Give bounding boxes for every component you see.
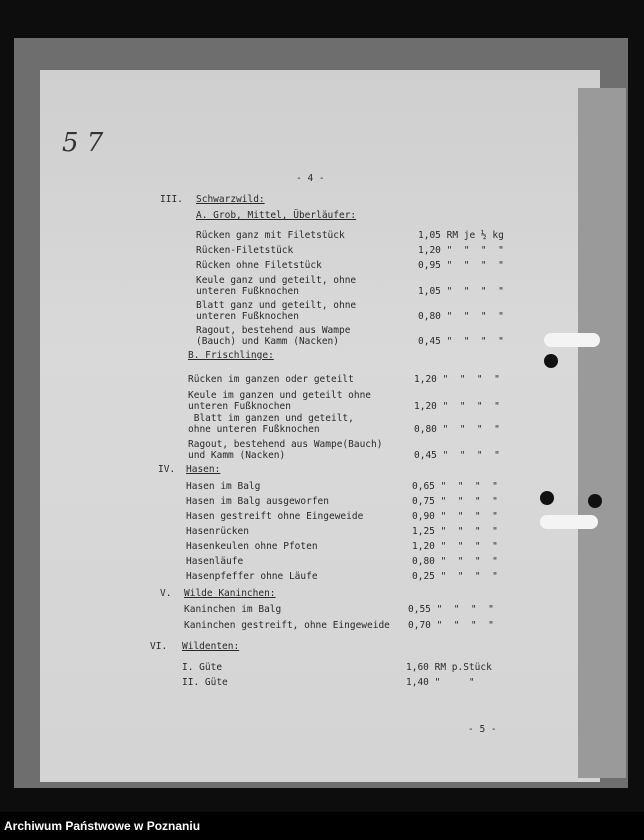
item-description: Ragout, bestehend aus Wampe (Bauch) und Kamm (Nacken) xyxy=(196,325,351,347)
punch-hole xyxy=(544,354,558,368)
section-title: Wildenten: xyxy=(182,641,240,652)
item-price: 1,20 " " " " xyxy=(414,401,500,412)
item-description: Hasenkeulen ohne Pfoten xyxy=(186,541,318,552)
binder-slot xyxy=(540,515,598,529)
item-description: Rücken ohne Filetstück xyxy=(196,260,322,271)
item-price: 1,20 " " " " xyxy=(412,541,498,552)
item-description: Keule im ganzen und geteilt ohne unteren Fußknochen xyxy=(188,390,372,412)
footer-bar xyxy=(0,812,644,840)
section-title: Schwarzwild: xyxy=(196,194,265,205)
item-price: 0,25 " " " " xyxy=(412,571,498,582)
item-price: 1,20 " " " " xyxy=(418,245,504,256)
item-description: Hasen im Balg xyxy=(186,481,261,492)
item-description: II. Güte xyxy=(182,677,228,688)
item-description: Ragout, bestehend aus Wampe(Bauch) und Kamm (Nacken) xyxy=(188,439,383,461)
item-description: Kaninchen im Balg xyxy=(184,604,282,615)
handwritten-number: 5 7 xyxy=(62,128,104,158)
item-description: Rücken ganz mit Filetstück xyxy=(196,230,345,241)
item-price: 0,45 " " " " xyxy=(414,450,500,461)
item-price: 0,80 " " " " xyxy=(414,424,500,435)
item-price: 1,40 " " xyxy=(406,677,475,688)
item-description: Blatt ganz und geteilt, ohne unteren Fußknochen xyxy=(196,300,357,322)
page-number: - 4 - xyxy=(296,173,325,184)
item-description: Hasenläufe xyxy=(186,556,244,567)
item-description: Hasenrücken xyxy=(186,526,249,537)
item-description: Blatt im ganzen und geteilt, ohne unteren Fußknochen xyxy=(188,413,354,435)
item-description: Rücken-Filetstück xyxy=(196,245,294,256)
item-price: 0,90 " " " " xyxy=(412,511,498,522)
item-description: Kaninchen gestreift, ohne Eingeweide xyxy=(184,620,390,631)
item-price: 0,80 " " " " xyxy=(412,556,498,567)
item-description: Keule ganz und geteilt, ohne unteren Fußknochen xyxy=(196,275,357,297)
subsection-title: B. Frischlinge: xyxy=(188,350,274,361)
section-number: IV. xyxy=(158,464,176,475)
item-price: 0,70 " " " " xyxy=(408,620,494,631)
punch-hole xyxy=(588,494,602,508)
item-description: Hasen im Balg ausgeworfen xyxy=(186,496,329,507)
subsection-title: A. Grob, Mittel, Überläufer: xyxy=(196,210,357,221)
item-description: Hasen gestreift ohne Eingeweide xyxy=(186,511,364,522)
binder-slot xyxy=(544,333,600,347)
item-price: 1,25 " " " " xyxy=(412,526,498,537)
next-page-marker: - 5 - xyxy=(468,724,497,735)
item-price: 1,20 " " " " xyxy=(414,374,500,385)
item-price: 0,95 " " " " xyxy=(418,260,504,271)
section-number: VI. xyxy=(150,641,168,652)
item-price: 1,05 " " " " xyxy=(418,286,504,297)
punch-hole xyxy=(540,491,554,505)
item-description: Hasenpfeffer ohne Läufe xyxy=(186,571,318,582)
section-number: V. xyxy=(160,588,172,599)
section-title: Wilde Kaninchen: xyxy=(184,588,276,599)
item-description: Rücken im ganzen oder geteilt xyxy=(188,374,354,385)
binder-strip xyxy=(578,88,626,778)
item-price: 0,45 " " " " xyxy=(418,336,504,347)
item-price: 1,05 RM je ½ kg xyxy=(418,230,504,241)
item-description: I. Güte xyxy=(182,662,223,673)
item-price: 0,75 " " " " xyxy=(412,496,498,507)
archive-credit: Archiwum Państwowe w Poznaniu xyxy=(4,819,201,833)
section-title: Hasen: xyxy=(186,464,221,475)
item-price: 0,55 " " " " xyxy=(408,604,494,615)
item-price: 0,80 " " " " xyxy=(418,311,504,322)
item-price: 1,60 RM p.Stück xyxy=(406,662,492,673)
item-price: 0,65 " " " " xyxy=(412,481,498,492)
section-number: III. xyxy=(160,194,183,205)
